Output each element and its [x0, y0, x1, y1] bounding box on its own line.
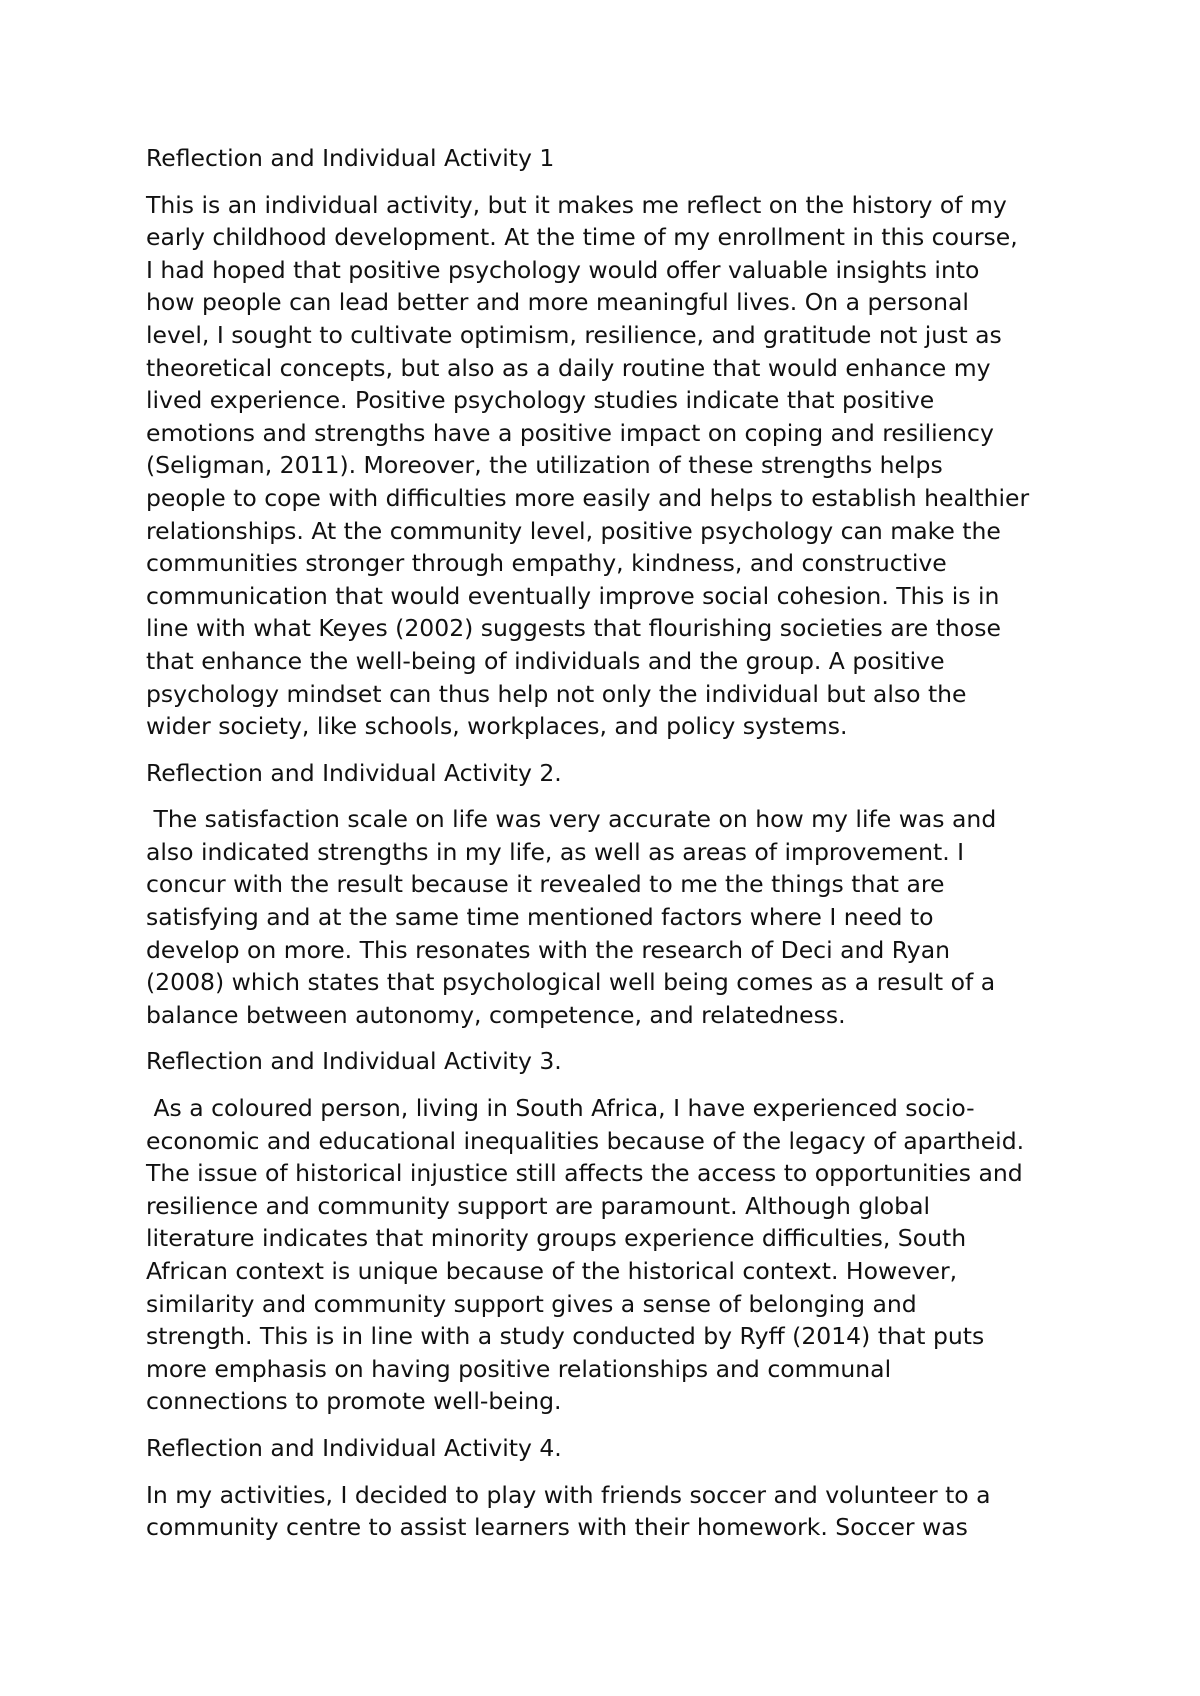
section-paragraph	[146, 189, 1086, 743]
section-heading: Reflection and Individual Activity 3.	[146, 1047, 562, 1076]
section-activity-1	[146, 142, 1086, 743]
text-line: As a coloured person, living in South Africa, I have experienced socio-	[146, 1094, 975, 1123]
section-activity-3	[146, 1045, 1086, 1418]
document-page	[146, 142, 1086, 1558]
text-line: develop on more. This resonates with the research of Deci and Ryan	[146, 935, 951, 964]
text-line: resilience and community support are paramount. Although global	[146, 1191, 931, 1220]
text-line: strength. This is in line with a study conducted by Ryff (2014) that puts	[146, 1322, 985, 1351]
section-activity-4	[146, 1432, 1086, 1544]
text-line: This is an individual activity, but it makes me reflect on the history of my	[146, 190, 1007, 219]
section-heading: Reflection and Individual Activity 4.	[146, 1433, 562, 1462]
text-line: literature indicates that minority groups experience difficulties, South	[146, 1224, 967, 1253]
section-paragraph	[146, 1092, 1086, 1418]
text-line: (2008) which states that psychological well being comes as a result of a	[146, 968, 996, 997]
text-line: level, I sought to cultivate optimism, resilience, and gratitude not just as	[146, 320, 1002, 349]
section-paragraph	[146, 1479, 1086, 1544]
text-line: connections to promote well-being.	[146, 1387, 562, 1416]
text-line: similarity and community support gives a sense of belonging and	[146, 1289, 917, 1318]
section-heading: Reflection and Individual Activity 1	[146, 144, 555, 172]
text-line: that enhance the well-being of individuals and the group. A positive	[146, 646, 945, 675]
text-line: The satisfaction scale on life was very accurate on how my life was and	[146, 805, 997, 834]
text-line: relationships. At the community level, positive psychology can make the	[146, 516, 1001, 545]
text-line: communities stronger through empathy, kindness, and constructive	[146, 549, 947, 578]
text-line: also indicated strengths in my life, as well as areas of improvement. I	[146, 837, 965, 866]
text-line: communication that would eventually improve social cohesion. This is in	[146, 581, 1000, 610]
text-line: The issue of historical injustice still affects the access to opportunities and	[146, 1159, 1023, 1188]
text-line: balance between autonomy, competence, and relatedness.	[146, 1000, 846, 1029]
text-line: I had hoped that positive psychology would offer valuable insights into	[146, 255, 980, 284]
section-paragraph	[146, 803, 1086, 1031]
text-line: emotions and strengths have a positive impact on coping and resiliency	[146, 418, 994, 447]
section-heading: Reflection and Individual Activity 2.	[146, 758, 562, 787]
text-line: concur with the result because it revealed to me the things that are	[146, 870, 945, 899]
text-line: In my activities, I decided to play with friends soccer and volunteer to a	[146, 1480, 991, 1509]
text-line: people to cope with difficulties more easily and helps to establish healthier	[146, 483, 1030, 512]
text-line: satisfying and at the same time mentioned factors where I need to	[146, 903, 934, 932]
text-line: wider society, like schools, workplaces, and policy systems.	[146, 712, 848, 741]
text-line: lived experience. Positive psychology studies indicate that positive	[146, 386, 935, 415]
text-line: more emphasis on having positive relationships and communal	[146, 1354, 892, 1383]
text-line: line with what Keyes (2002) suggests that flourishing societies are those	[146, 614, 1001, 643]
text-line: African context is unique because of the historical context. However,	[146, 1257, 958, 1285]
text-line: early childhood development. At the time of my enrollment in this course,	[146, 223, 1018, 252]
section-activity-2	[146, 757, 1086, 1032]
text-line: community centre to assist learners with their homework. Soccer was	[146, 1513, 968, 1542]
text-line: psychology mindset can thus help not only the individual but also the	[146, 679, 967, 708]
text-line: economic and educational inequalities because of the legacy of apartheid.	[146, 1126, 1025, 1155]
text-line: theoretical concepts, but also as a daily routine that would enhance my	[146, 353, 991, 382]
text-line: (Seligman, 2011). Moreover, the utilization of these strengths helps	[146, 451, 943, 480]
text-line: how people can lead better and more meaningful lives. On a personal	[146, 288, 969, 317]
